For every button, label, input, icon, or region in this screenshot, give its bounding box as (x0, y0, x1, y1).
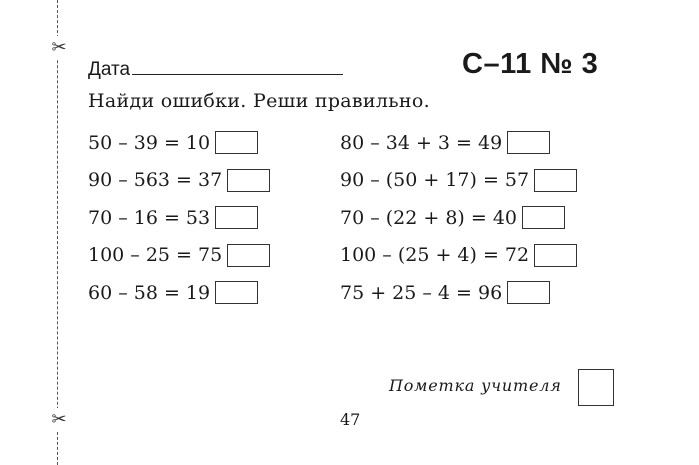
answer-box[interactable] (215, 206, 258, 229)
equation-row (340, 274, 577, 312)
equation-row (88, 124, 270, 162)
equation-text: 100 – (25 + 4) = 72 (340, 244, 530, 267)
equation-text: 60 – 58 = 19 (88, 281, 211, 304)
left-equations-column (88, 124, 270, 312)
equation-row (340, 162, 577, 200)
answer-box[interactable] (227, 244, 270, 267)
equation-row (340, 237, 577, 275)
date-label: Дата (88, 59, 131, 80)
equation-row (340, 124, 577, 162)
teacher-note-box[interactable] (578, 369, 614, 406)
equation-row (88, 199, 270, 237)
cut-line (57, 0, 58, 465)
equation-text: 80 – 34 + 3 = 49 (340, 131, 503, 154)
instruction-text: Найди ошибки. Реши правильно. (88, 90, 430, 112)
page-number: 47 (340, 410, 361, 429)
answer-box[interactable] (507, 281, 550, 304)
equation-text: 90 – 563 = 37 (88, 169, 223, 192)
answer-box[interactable] (534, 244, 577, 267)
answer-box[interactable] (227, 169, 270, 192)
scissors-icon: ✂ (51, 37, 67, 58)
equation-text: 75 + 25 – 4 = 96 (340, 281, 503, 304)
answer-box[interactable] (534, 169, 577, 192)
date-line[interactable] (132, 56, 343, 75)
answer-box[interactable] (215, 281, 258, 304)
equation-text: 90 – (50 + 17) = 57 (340, 169, 530, 192)
equation-row (88, 237, 270, 275)
answer-box[interactable] (522, 206, 565, 229)
equation-row (88, 274, 270, 312)
worksheet-code: С–11 № 3 (462, 48, 599, 80)
scissors-icon: ✂ (51, 409, 67, 430)
equation-row (340, 199, 577, 237)
equation-text: 50 – 39 = 10 (88, 131, 211, 154)
date-field[interactable] (88, 56, 343, 81)
answer-box[interactable] (215, 131, 258, 154)
equation-text: 70 – 16 = 53 (88, 206, 211, 229)
equation-text: 70 – (22 + 8) = 40 (340, 206, 518, 229)
equation-text: 100 – 25 = 75 (88, 244, 223, 267)
right-equations-column (340, 124, 577, 312)
equation-row (88, 162, 270, 200)
answer-box[interactable] (507, 131, 550, 154)
teacher-note-label: Пометка учителя (389, 376, 562, 395)
